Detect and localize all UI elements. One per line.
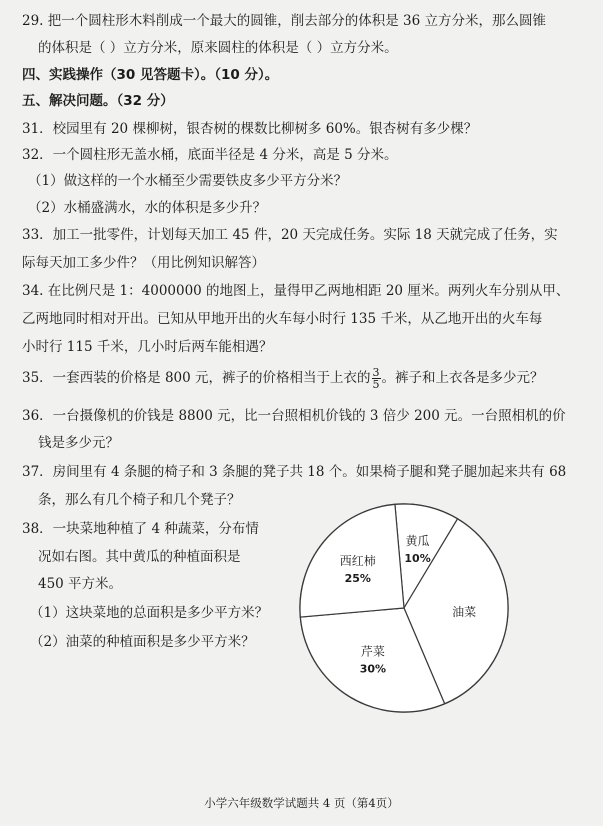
section4-heading: 四、实践操作（30 见答题卡）。（10 分）。 [22, 67, 279, 83]
page-footer: 小学六年级数学试题共 4 页（第4页） [204, 796, 399, 810]
q32-stem: 32．一个圆柱形无盖水桶，底面半径是 4 分米，高是 5 分米。 [22, 147, 398, 163]
q35-before: 35．一套西装的价格是 800 元，裤子的价格相当于上衣的 [22, 370, 371, 386]
fraction-numerator: 3 [372, 366, 380, 379]
q36-line2: 钱是多少元？ [38, 435, 119, 451]
q35-after: 。裤子和上衣各是多少元？ [381, 370, 544, 386]
q34-line1: 34. 在比例尺是 1：4000000 的地图上，量得甲乙两地相距 20 厘米。两列火车分别从甲、 [22, 283, 570, 299]
fraction-denominator: 5 [372, 378, 380, 391]
q31: 31．校园里有 20 棵柳树，银杏树的棵数比柳树多 60%。银杏树有多少棵？ [22, 121, 478, 137]
pie-slice-label-1: 油菜 [452, 605, 477, 620]
pie-slice-label-2: 芹菜 [360, 644, 385, 659]
pie-slice-value-3: 25% [344, 572, 371, 586]
q29-line2: 的体积是（ ）立方分米，原来圆柱的体积是（ ）立方分米。 [38, 40, 398, 56]
q32-part2: （2）水桶盛满水，水的体积是多少升？ [28, 200, 267, 216]
q37-line2: 条，那么有几个椅子和几个凳子？ [38, 492, 241, 508]
q38-part1: （1）这块菜地的总面积是多少平方米？ [30, 605, 269, 621]
q34-line3: 小时行 115 千米，几小时后两车能相遇？ [22, 339, 273, 355]
q32-part1: （1）做这样的一个水桶至少需要铁皮多少平方分米？ [28, 173, 348, 189]
section5-heading: 五、解决问题。（32 分） [22, 93, 174, 109]
q38-line1: 38．一块菜地种植了 4 种蔬菜，分布情 [22, 521, 259, 537]
pie-slice-label-3: 西红柿 [339, 554, 376, 569]
q33-line1: 33．加工一批零件，计划每天加工 45 件，20 天完成任务。实际 18 天就完成了任务，实 [22, 227, 558, 243]
pie-slice-value-2: 30% [359, 662, 387, 676]
q29-line1: 29. 把一个圆柱形木料削成一个最大的圆锥，削去部分的体积是 36 立方分米，那么圆锥 [22, 13, 547, 29]
q38-line2: 况如右图。其中黄瓜的种植面积是 [38, 549, 241, 565]
q36-line1: 36．一台摄像机的价钱是 8800 元，比一台照相机价钱的 3 倍少 200 元。一台照相机的价 [22, 408, 566, 424]
q38-line3: 450 平方米。 [38, 576, 123, 592]
q34-line2: 乙两地同时相对开出。已知从甲地开出的火车每小时行 135 千米，从乙地开出的火车每 [22, 311, 543, 327]
pie-slice-value-0: 10% [404, 552, 431, 566]
pie-slice-label-0: 黄瓜 [405, 534, 430, 549]
q33-line2: 际每天加工多少件？（用比例知识解答） [22, 255, 265, 271]
q37-line1: 37．房间里有 4 条腿的椅子和 3 条腿的凳子共 18 个。如果椅子腿和凳子腿加起来共有 68 [22, 464, 567, 480]
q38-part2: （2）油菜的种植面积是多少平方米？ [30, 634, 255, 650]
